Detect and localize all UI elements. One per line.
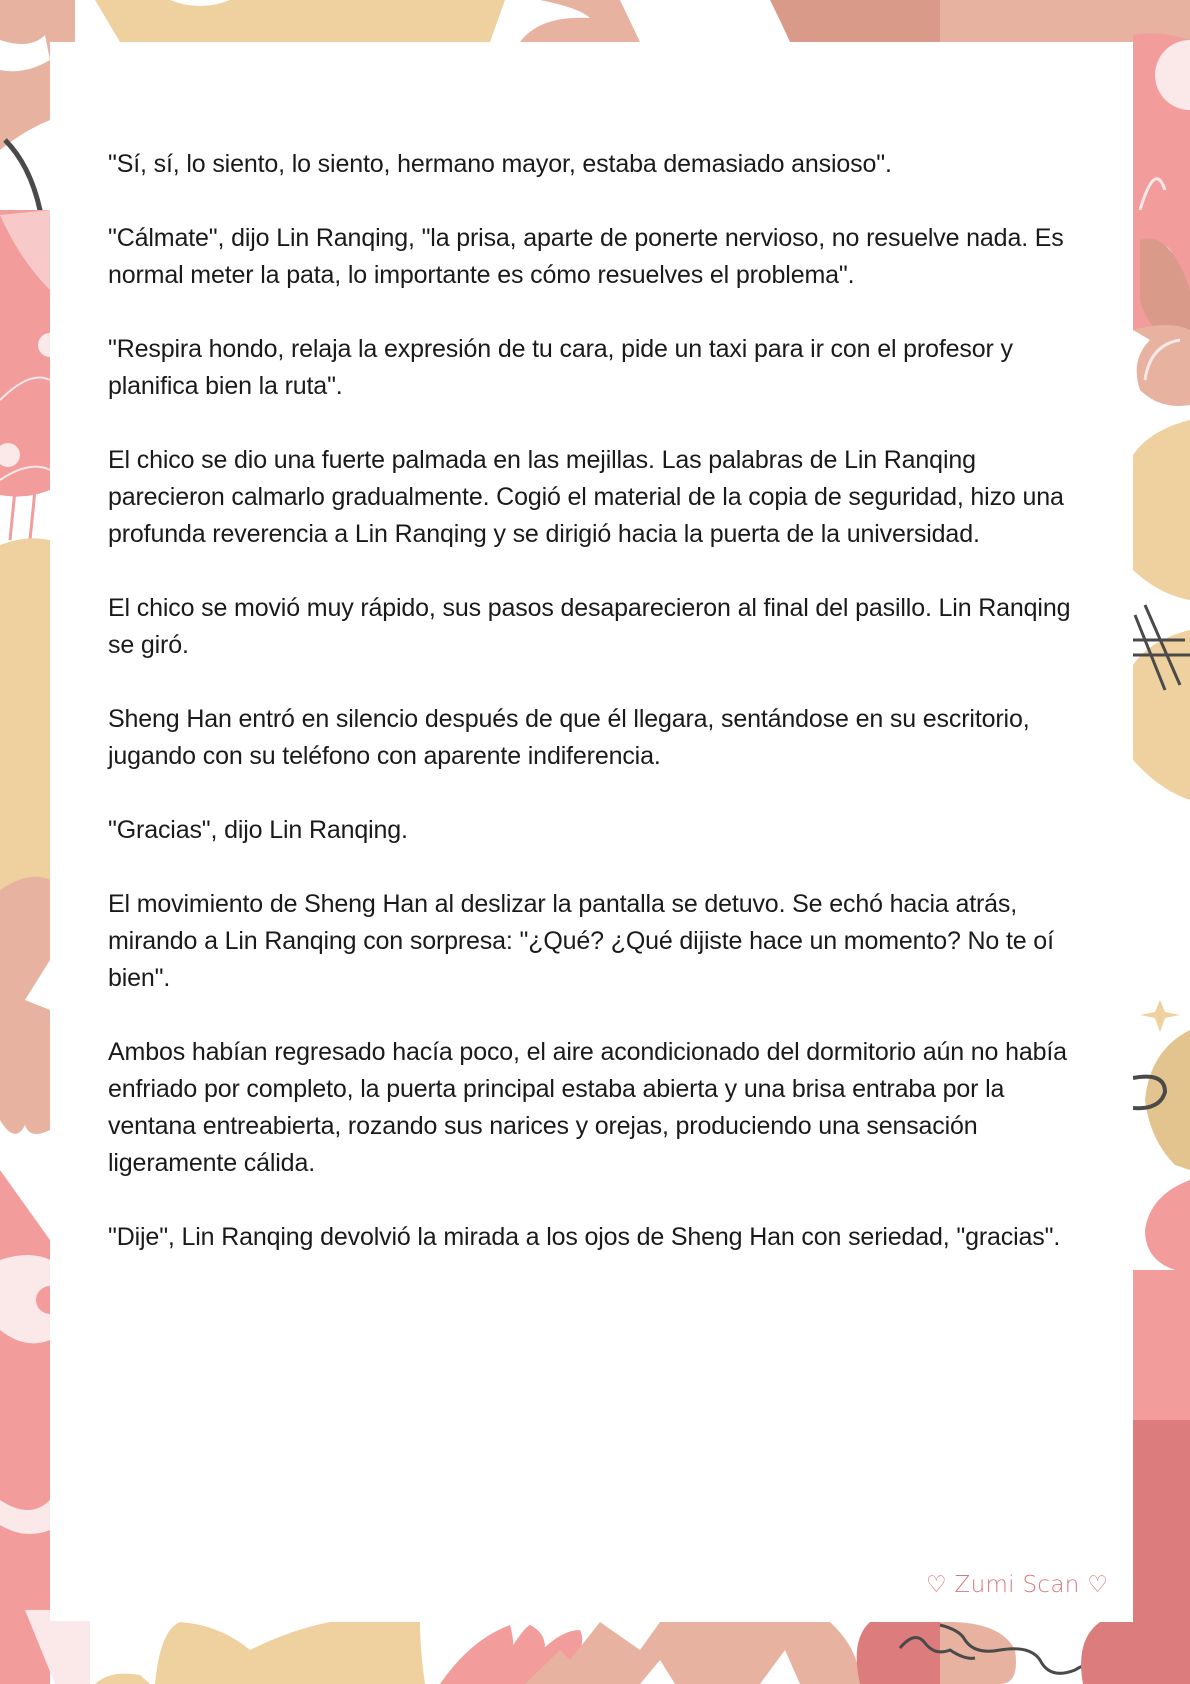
- paragraph: "Sí, sí, lo siento, lo siento, hermano mayor, estaba demasiado ansioso".: [108, 150, 892, 178]
- document-body: [108, 146, 1098, 1293]
- paragraph: "Gracias", dijo Lin Ranqing.: [108, 816, 408, 844]
- paragraph: El chico se movió muy rápido, sus pasos desaparecieron al final del pasillo. Lin Ranqing se giró.: [108, 594, 1071, 659]
- paragraph: "Respira hondo, relaja la expresión de tu cara, pide un taxi para ir con el profesor y planifica bien la ruta".: [108, 335, 1013, 400]
- paragraph: El chico se dio una fuerte palmada en las mejillas. Las palabras de Lin Ranqing parecieron calmarlo gradualmente. Cogió el material de la copia de seguridad, hizo una profunda reverencia a Lin Ranqing y se dirigió hacia la puerta de la universidad.: [108, 446, 1064, 548]
- watermark: ♡ Zumi Scan ♡: [926, 1572, 1109, 1598]
- paragraph: Ambos habían regresado hacía poco, el aire acondicionado del dormitorio aún no había enfriado por completo, la puerta principal estaba abierta y una brisa entraba por la ventana entreabierta, rozando sus narices y orejas, produciendo una sensación ligeramente cálida.: [108, 1038, 1067, 1177]
- paragraph: "Dije", Lin Ranqing devolvió la mirada a los ojos de Sheng Han con seriedad, "gracias".: [108, 1223, 1061, 1251]
- paragraph: "Cálmate", dijo Lin Ranqing, "la prisa, aparte de ponerte nervioso, no resuelve nada. Es normal meter la pata, lo importante es cómo resuelves el problema".: [108, 224, 1064, 289]
- paragraph: El movimiento de Sheng Han al deslizar la pantalla se detuvo. Se echó hacia atrás, mirando a Lin Ranqing con sorpresa: "¿Qué? ¿Qué dijiste hace un momento? No te oí bien".: [108, 890, 1054, 992]
- paragraph: Sheng Han entró en silencio después de que él llegara, sentándose en su escritorio, jugando con su teléfono con aparente indiferencia.: [108, 705, 1030, 770]
